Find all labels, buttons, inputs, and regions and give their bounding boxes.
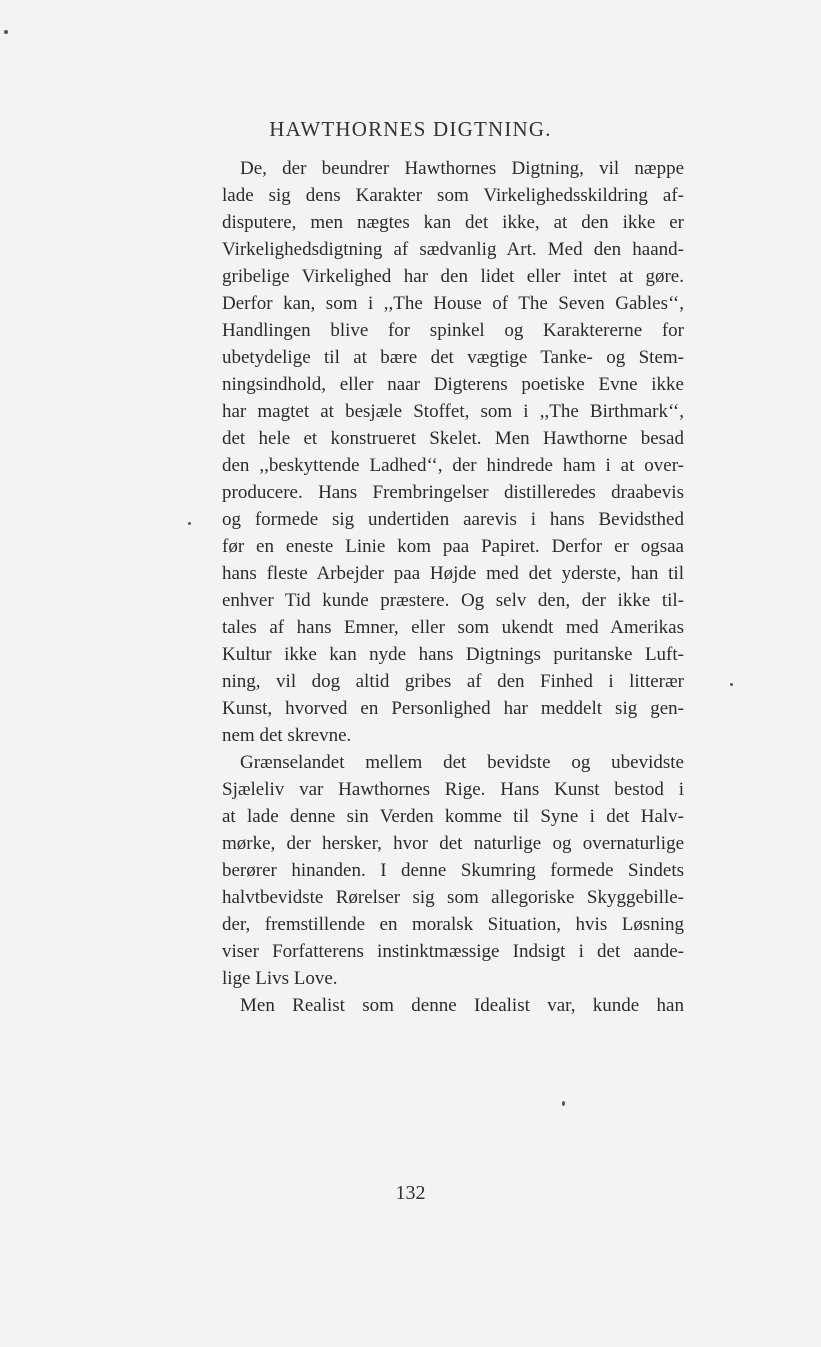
scan-speck bbox=[730, 683, 733, 686]
text-line: og formede sig undertiden aarevis i hans Bevidsthed bbox=[222, 509, 684, 530]
scan-speck bbox=[562, 1101, 565, 1106]
scan-speck bbox=[188, 522, 191, 525]
text-line: den ,,beskyttende Ladhed‘‘, der hindrede ham i at over- bbox=[222, 455, 684, 476]
text-line: at lade denne sin Verden komme til Syne i det Halv- bbox=[222, 806, 684, 827]
text-line: berører hinanden. I denne Skumring formede Sindets bbox=[222, 860, 684, 881]
page-number: 132 bbox=[395, 1182, 426, 1204]
text-line: lige Livs Love. bbox=[222, 968, 338, 989]
body-text bbox=[222, 155, 684, 1019]
text-line: ningsindhold, eller naar Digterens poetiske Evne ikke bbox=[222, 374, 684, 395]
text-line: viser Forfatterens instinktmæssige Indsigt i det aande- bbox=[222, 941, 684, 962]
text-line: ning, vil dog altid gribes af den Finhed i litterær bbox=[222, 671, 684, 692]
text-line: halvtbevidste Rørelser sig som allegoriske Skyggebille- bbox=[222, 887, 684, 908]
text-line: det hele et konstrueret Skelet. Men Hawthorne besad bbox=[222, 428, 684, 449]
text-line: gribelige Virkelighed har den lidet eller intet at gøre. bbox=[222, 266, 684, 287]
text-line: tales af hans Emner, eller som ukendt med Amerikas bbox=[222, 617, 684, 638]
text-line: Virkelighedsdigtning af sædvanlig Art. Med den haand- bbox=[222, 239, 684, 260]
text-line: nem det skrevne. bbox=[222, 725, 352, 746]
text-line: De, der beundrer Hawthornes Digtning, vil næppe bbox=[240, 158, 684, 179]
text-line: hans fleste Arbejder paa Højde med det yderste, han til bbox=[222, 563, 684, 584]
text-line: Men Realist som denne Idealist var, kunde han bbox=[240, 995, 684, 1016]
text-line: enhver Tid kunde præstere. Og selv den, der ikke til- bbox=[222, 590, 684, 611]
text-line: Kultur ikke kan nyde hans Digtnings puritanske Luft- bbox=[222, 644, 684, 665]
text-line: Grænselandet mellem det bevidste og ubevidste bbox=[240, 752, 684, 773]
text-line: Kunst, hvorved en Personlighed har meddelt sig gen- bbox=[222, 698, 684, 719]
text-line: lade sig dens Karakter som Virkelighedsskildring af- bbox=[222, 185, 684, 206]
text-line: producere. Hans Frembringelser distilleredes draabevis bbox=[222, 482, 684, 503]
text-line: Derfor kan, som i ,,The House of The Seven Gables‘‘, bbox=[222, 293, 684, 314]
text-line: før en eneste Linie kom paa Papiret. Derfor er ogsaa bbox=[222, 536, 684, 557]
text-line: har magtet at besjæle Stoffet, som i ,,The Birthmark‘‘, bbox=[222, 401, 684, 422]
text-line: ubetydelige til at bære det vægtige Tanke- og Stem- bbox=[222, 347, 684, 368]
text-line: Handlingen blive for spinkel og Karaktererne for bbox=[222, 320, 684, 341]
running-head: HAWTHORNES DIGTNING. bbox=[269, 117, 552, 141]
scan-speck bbox=[4, 30, 8, 34]
text-line: Sjæleliv var Hawthornes Rige. Hans Kunst bestod i bbox=[222, 779, 684, 800]
text-line: disputere, men nægtes kan det ikke, at den ikke er bbox=[222, 212, 684, 233]
text-line: mørke, der hersker, hvor det naturlige og overnaturlige bbox=[222, 833, 684, 854]
text-line: der, fremstillende en moralsk Situation, hvis Løsning bbox=[222, 914, 684, 935]
